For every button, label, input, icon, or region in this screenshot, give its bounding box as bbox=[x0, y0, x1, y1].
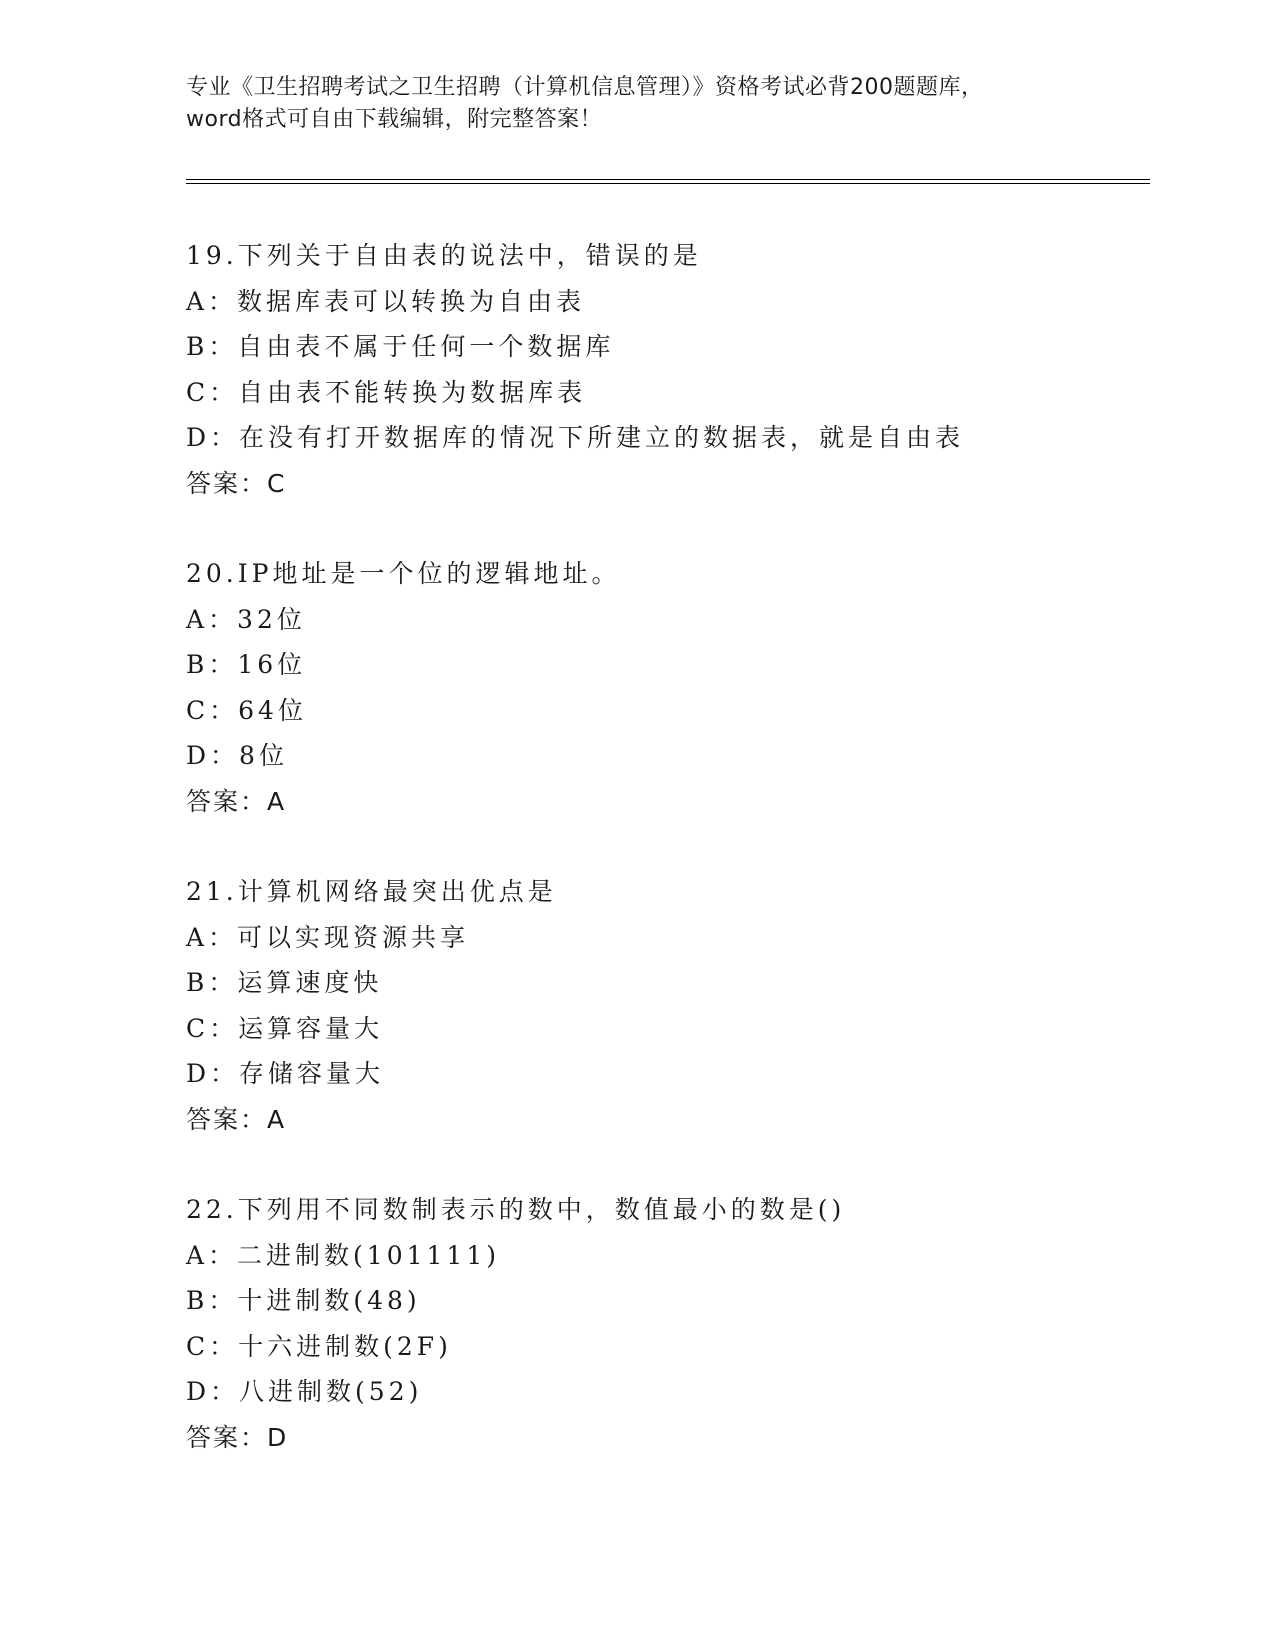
option-c: C：运算容量大 bbox=[186, 1013, 384, 1043]
question-stem: 21.计算机网络最突出优点是 bbox=[186, 877, 557, 906]
option-c: C：64位 bbox=[186, 695, 307, 725]
header-line-1: 专业《卫生招聘考试之卫生招聘（计算机信息管理）》资格考试必背200题题库， bbox=[186, 75, 984, 100]
option-a: A：数据库表可以转换为自由表 bbox=[186, 286, 586, 316]
question-21 bbox=[186, 869, 1146, 1142]
option-c: C：十六进制数(2F) bbox=[186, 1331, 452, 1361]
answer: 答案：A bbox=[186, 786, 287, 816]
question-22 bbox=[186, 1187, 1146, 1460]
option-b: B：16位 bbox=[186, 650, 307, 679]
option-a: A：二进制数(101111) bbox=[186, 1240, 500, 1270]
option-d: D：8位 bbox=[186, 741, 288, 770]
answer: 答案：D bbox=[186, 1422, 289, 1452]
option-a: A：32位 bbox=[186, 604, 306, 634]
question-stem: 20.IP地址是一个位的逻辑地址。 bbox=[186, 559, 621, 588]
option-b: B：自由表不属于任何一个数据库 bbox=[186, 332, 615, 361]
option-c: C：自由表不能转换为数据库表 bbox=[186, 377, 587, 407]
answer: 答案：A bbox=[186, 1104, 287, 1134]
question-stem: 19.下列关于自由表的说法中，错误的是 bbox=[186, 241, 702, 270]
question-stem: 22.下列用不同数制表示的数中，数值最小的数是() bbox=[186, 1195, 846, 1224]
option-b: B：十进制数(48) bbox=[186, 1286, 421, 1315]
header-divider-top bbox=[186, 179, 1150, 180]
option-d: D：存储容量大 bbox=[186, 1059, 385, 1088]
option-a: A：可以实现资源共享 bbox=[186, 922, 470, 952]
header-divider-bottom bbox=[186, 183, 1150, 184]
answer: 答案：C bbox=[186, 468, 287, 498]
question-19 bbox=[186, 233, 1146, 506]
option-d: D：八进制数(52) bbox=[186, 1377, 423, 1406]
header-line-2: word格式可自由下载编辑，附完整答案！ bbox=[186, 107, 603, 132]
question-20 bbox=[186, 551, 1146, 824]
option-d: D：在没有打开数据库的情况下所建立的数据表，就是自由表 bbox=[186, 423, 965, 452]
option-b: B：运算速度快 bbox=[186, 968, 383, 997]
document-header bbox=[186, 72, 1086, 136]
